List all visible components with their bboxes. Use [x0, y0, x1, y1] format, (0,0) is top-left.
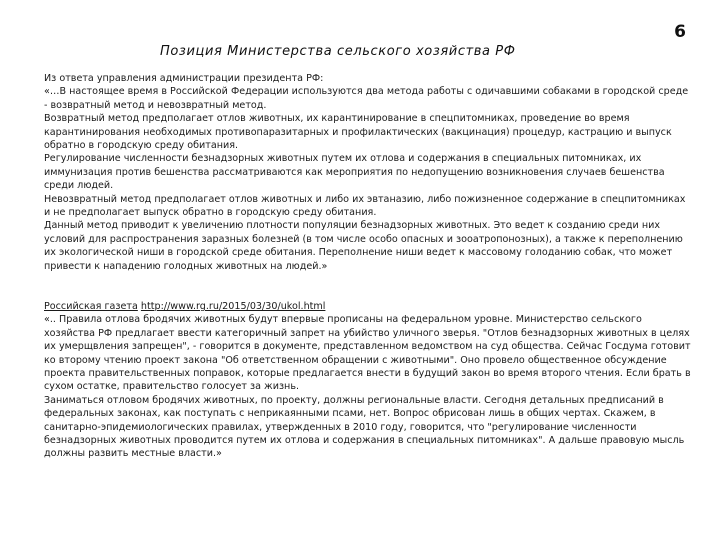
quote-paragraph: «…В настоящее время в Российской Федерации используются два метода работы с одичавшими собаками в городской среде - возвратный метод и невозвратный метод.: [44, 86, 689, 111]
slide-number: 6: [674, 22, 686, 42]
slide-title: Позиция Министерства сельского хозяйства РФ: [160, 44, 516, 59]
quote-intro: Из ответа управления администрации президента РФ:: [44, 73, 324, 84]
quote-paragraph: Невозвратный метод предполагает отлов животных и либо их эвтаназию, либо пожизненное содержание в спецпитомниках и не предполагает выпуск обратно в городскую среду обитания.: [44, 193, 686, 219]
quote-paragraph: Регулирование численности безнадзорных животных путем их отлова и содержания в специальных питомниках, их иммунизация против бешенства рассматриваются как мероприятия по недопущению возникновения случаев бешенства среди людей.: [44, 153, 665, 192]
source-name: Российская газета: [44, 301, 138, 312]
presidential-administration-quote: [44, 72, 694, 273]
quote-paragraph: Заниматься отловом бродячих животных, по проекту, должны региональные власти. Сегодня детальных предписаний в федеральных законах, как поступать с неприкаянными псами, нет. Вопрос обрисован лишь в общих чертах. Скажем, в санитарно-эпидемиологических правилах, утвержденных в 2010 году, говорится, что "регулирование численности безнадзорных животных проводится путем их отлова и содержания в специальных питомниках". А дальше правовую мысль должны развить местные власти.»: [44, 394, 685, 460]
newspaper-quote: [44, 300, 694, 461]
quote-paragraph: «.. Правила отлова бродячих животных будут впервые прописаны на федеральном уровне. Министерство сельского хозяйства РФ предлагает ввести категоричный запрет на убийство уличного зверья. "Отлов безнадзорных животных в целях их умерщвления запрещен", - говорится в документе, представленном ведомством на суд общества. Сейчас Госдума готовит ко второму чтению проект закона "Об ответственном обращении с животными". Оно провело общественное обсуждение проекта правительственных поправок, которые предлагается внести в будущий закон во время второго чтения. Если брать в сухом остатке, правительство голосует за жизнь.: [44, 314, 691, 393]
quote-paragraph: Данный метод приводит к увеличению плотности популяции безнадзорных животных. Это ведет к созданию среди них условий для распространения заразных болезней (в том числе особо опасных и зооатропонозных), а также к переполнению их экологической ниши в городской среде обитания. Переполнение ниши ведет к массовому голоданию собак, что может привести к нападению голодных животных на людей.»: [44, 220, 683, 272]
source-link[interactable]: http://www.rg.ru/2015/03/30/ukol.html: [140, 301, 326, 312]
quote-paragraph: Возвратный метод предполагает отлов животных, их карантинирование в спецпитомниках, проведение во время карантинирования необходимых противопаразитарных и профилактических (вакцинация) процедур, кастрацию и выпуск обратно в городскую среду обитания.: [44, 113, 672, 152]
source-line: [44, 300, 694, 313]
